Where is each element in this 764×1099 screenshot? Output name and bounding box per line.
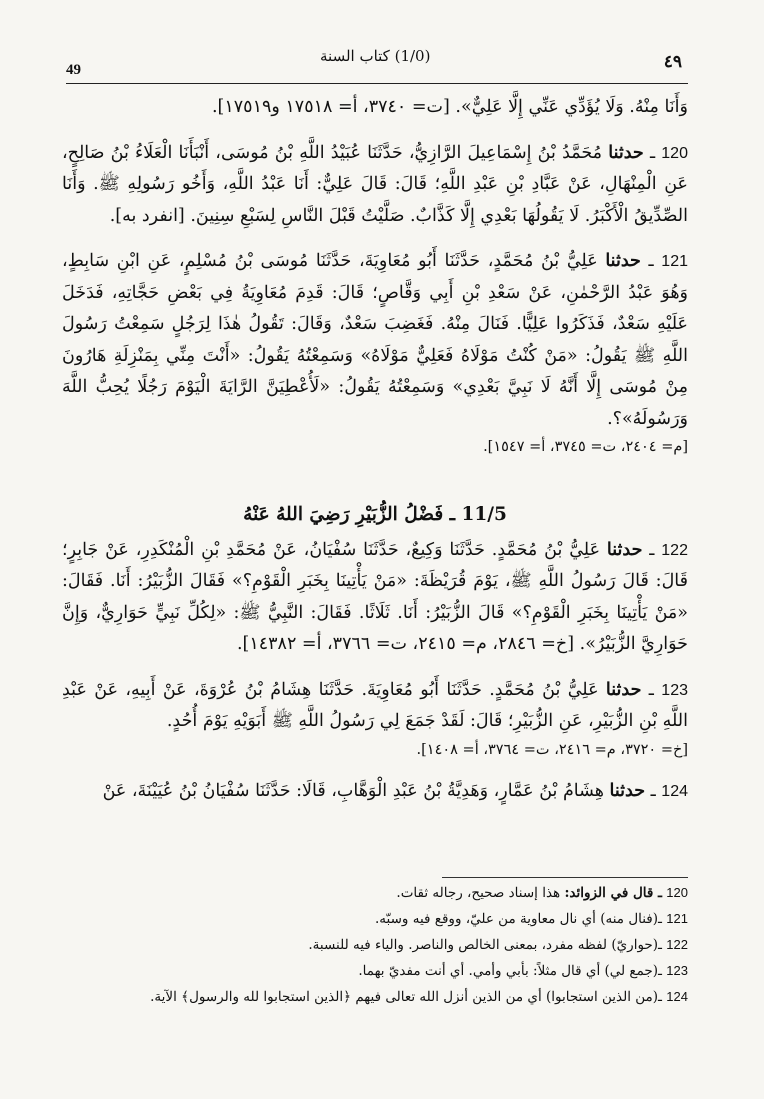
footnote-rule (442, 877, 688, 878)
hadith-number: 120 (661, 144, 688, 162)
footnotes (62, 880, 688, 1010)
hadith-text: عَلِيُّ بْنُ مُحَمَّدٍ، حَدَّثَنَا أَبُو مُعَاوِيَةَ، حَدَّثَنَا مُوسَى بْنُ مُسْلِمٍ، عَنِ ابْنِ سَابِطٍ، وَهُوَ عَبْدُ الرَّحْمٰنِ، عَنْ سَعْدِ بْنِ أَبِي وَقَّاصٍ؛ قَالَ: قَدِمَ مُعَاوِيَةُ فِي بَعْضِ حَجَّاتِهِ، فَدَخَلَ عَلَيْهِ سَعْدٌ، فَذَكَرُوا عَلِيًّا. فَنَالَ مِنْهُ. فَغَضِبَ سَعْدٌ، وَقَالَ: تَقُولُ هٰذَا لِرَجُلٍ سَمِعْتُ رَسُولَ اللَّهِ ﷺ يَقُولُ: «مَنْ كُنْتُ مَوْلَاهُ فَعَلِيٌّ مَوْلَاهُ» وَسَمِعْتُهُ يَقُولُ: «أَنْتَ مِنِّي بِمَنْزِلَةِ هَارُونَ مِنْ مُوسَى إِلَّا أَنَّهُ لَا نَبِيَّ بَعْدِي» وَسَمِعْتُهُ يَقُولُ: «لَأُعْطِيَنَّ الرَّايَةَ الْيَوْمَ رَجُلًا يُحِبُّ اللَّهَ وَرَسُولَهُ»؟. (62, 251, 688, 429)
continuation-text: وَأَنَا مِنْهُ. وَلَا يُؤَدِّي عَنِّي إِلَّا عَلِيٌّ». (455, 97, 688, 117)
hadith-lead: حدثنا (605, 251, 641, 271)
header-rule (66, 83, 688, 84)
footnote-number: 120 (666, 885, 688, 900)
hadith-lead: حدثنا (609, 780, 646, 801)
page-number-latin: 49 (66, 62, 81, 78)
hadith-text: هِشَامُ بْنُ عَمَّارٍ، وَهَدِيَّةُ بْنُ عَبْدِ الْوَهَّابِ، قَالَا: حَدَّثَنَا سُفْيَانُ بْنُ عُيَيْنَةَ، عَنْ (102, 780, 604, 801)
hadith-text: عَلِيُّ بْنُ مُحَمَّدٍ. حَدَّثَنَا أَبُو مُعَاوِيَةَ. حَدَّثَنَا هِشَامُ بْنُ عُرْوَةَ، عَنْ أَبِيهِ، عَنْ عَبْدِ اللَّهِ بْنِ الزُّبَيْرِ، عَنِ الزُّبَيْرِ؛ قَالَ: لَقَدْ جَمَعَ لِي رَسُولُ اللَّهِ ﷺ أَبَوَيْهِ يَوْمَ أُحُدٍ. (62, 679, 688, 731)
hadith-122: 122 ـ حدثنا عَلِيُّ بْنُ مُحَمَّدٍ. حَدَّثَنَا وَكِيعٌ، حَدَّثَنَا سُفْيَانُ، عَنْ مُحَمَّدِ بْنِ الْمُنْكَدِرِ، عَنْ جَابِرٍ؛ قَالَ: قَالَ رَسُولُ اللَّهِ ﷺ، يَوْمَ قُرَيْظَةَ: «مَنْ يَأْتِينَا بِخَبَرِ الْقَوْمِ؟» فَقَالَ الزُّبَيْرُ: أَنَا. فَقَالَ: «مَنْ يَأْتِينَا بِخَبَرِ الْقَوْمِ؟» قَالَ الزُّبَيْرُ: أَنَا. ثَلَاثًا. فَقَالَ: النَّبِيُّ ﷺ: «لِكُلِّ نَبِيٍّ حَوَارِيٌّ، وَإِنَّ حَوَارِيَّ الزُّبَيْرُ». [خ= ٢٨٤٦، م= ٢٤١٥، ت= ٣٧٦٦، أ= ١٤٣٨٢]. (62, 539, 688, 654)
hadith-124: 124 ـ حدثنا هِشَامُ بْنُ عَمَّارٍ، وَهَدِيَّةُ بْنُ عَبْدِ الْوَهَّابِ، قَالَا: حَدَّثَنَا سُفْيَانُ بْنُ عُيَيْنَةَ، عَنْ (102, 780, 688, 801)
continuation-paragraph (62, 92, 688, 124)
page-number-arabic: ٤٩ (663, 52, 682, 72)
hadith-123: 123 ـ حدثنا عَلِيُّ بْنُ مُحَمَّدٍ. حَدَّثَنَا أَبُو مُعَاوِيَةَ. حَدَّثَنَا هِشَامُ بْنُ عُرْوَةَ، عَنْ أَبِيهِ، عَنْ عَبْدِ اللَّهِ بْنِ الزُّبَيْرِ، عَنِ الزُّبَيْرِ؛ قَالَ: لَقَدْ جَمَعَ لِي رَسُولُ اللَّهِ ﷺ أَبَوَيْهِ يَوْمَ أُحُدٍ. [خ= ٣٧٢٠، م= ٢٤١٦، ت= ٣٧٦٤، أ= ١٤٠٨]. (62, 675, 688, 762)
hadith-text: عَلِيُّ بْنُ مُحَمَّدٍ. حَدَّثَنَا وَكِيعٌ، حَدَّثَنَا سُفْيَانُ، عَنْ مُحَمَّدِ بْنِ الْمُنْكَدِرِ، عَنْ جَابِرٍ؛ قَالَ: قَالَ رَسُولُ اللَّهِ ﷺ، يَوْمَ قُرَيْظَةَ: «مَنْ يَأْتِينَا بِخَبَرِ الْقَوْمِ؟» فَقَالَ الزُّبَيْرُ: أَنَا. فَقَالَ: «مَنْ يَأْتِينَا بِخَبَرِ الْقَوْمِ؟» قَالَ الزُّبَيْرُ: أَنَا. ثَلَاثًا. فَقَالَ: النَّبِيُّ ﷺ: «لِكُلِّ نَبِيٍّ حَوَارِيٌّ، وَإِنَّ حَوَارِيَّ الزُّبَيْرُ». (62, 539, 688, 654)
footnote-121 (62, 906, 688, 932)
footnote-number: 124 (666, 989, 688, 1004)
hadith-lead: حدثنا (606, 539, 643, 560)
takhrij: [ت= ٣٧٤٠، أ= ١٧٥١٨ و١٧٥١٩]. (211, 97, 450, 117)
hadith-number: 121 (661, 253, 688, 270)
hadith-number: 122 (661, 541, 688, 559)
footnote-number: 122 (666, 937, 688, 952)
running-title: (1/0) كتاب السنة (320, 47, 431, 65)
footnote-123 (62, 958, 688, 984)
takhrij: [خ= ٣٧٢٠، م= ٢٤١٦، ت= ٣٧٦٤، أ= ١٤٠٨]. (416, 741, 688, 758)
chapter-heading: 11/5 ـ فَضْلُ الزُّبَيْرِ رَضِيَ اللهُ عَنْهُ (243, 504, 507, 525)
footnote-text: ـ(فنال منه) أي نال معاوية من عليّ، ووقع فيه وسبّه. (375, 911, 662, 927)
footnote-lead: ـ قال في الزوائد: (564, 885, 662, 901)
hadith-number: 123 (661, 681, 688, 699)
takhrij: [انفرد به]. (109, 205, 185, 226)
hadith-text: مُحَمَّدُ بْنُ إِسْمَاعِيلَ الرَّازِيُّ، حَدَّثَنَا عُبَيْدُ اللَّهِ بْنُ مُوسَى، أَنْبَأَنَا الْعَلَاءُ بْنُ صَالِحٍ، عَنِ الْمِنْهَالِ، عَنْ عَبَّادِ بْنِ عَبْدِ اللَّهِ؛ قَالَ: قَالَ عَلِيٌّ: أَنَا عَبْدُ اللَّهِ، وَأَخُو رَسُولِهِ ﷺ. وَأَنَا الصِّدِّيقُ الْأَكْبَرُ. لَا يَقُولُهَا بَعْدِي إِلَّا كَذَّابٌ. صَلَّيْتُ قَبْلَ النَّاسِ لِسَبْعِ سِنِينَ. (62, 142, 688, 226)
hadith-number: 124 (661, 782, 688, 800)
footnote-text: ـ(حواريّ) لفظه مفرد، بمعنى الخالص والناصر. والياء فيه للنسبة. (308, 937, 662, 953)
footnote-text: ـ(من الذين استجابوا) أي من الذين أنزل الله تعالى فيهم ﴿الذين استجابوا لله والرسول﴾ الآية. (150, 989, 662, 1005)
footnote-text: هذا إسناد صحيح، رجاله ثقات. (396, 885, 561, 901)
footnote-124 (62, 984, 688, 1010)
takhrij: [م= ٢٤٠٤، ت= ٣٧٤٥، أ= ١٥٤٧]. (483, 439, 688, 455)
hadith-120: 120 ـ حدثنا مُحَمَّدُ بْنُ إِسْمَاعِيلَ الرَّازِيُّ، حَدَّثَنَا عُبَيْدُ اللَّهِ بْنُ مُوسَى، أَنْبَأَنَا الْعَلَاءُ بْنُ صَالِحٍ، عَنِ الْمِنْهَالِ، عَنْ عَبَّادِ بْنِ عَبْدِ اللَّهِ؛ قَالَ: قَالَ عَلِيٌّ: أَنَا عَبْدُ اللَّهِ، وَأَخُو رَسُولِهِ ﷺ. وَأَنَا الصِّدِّيقُ الْأَكْبَرُ. لَا يَقُولُهَا بَعْدِي إِلَّا كَذَّابٌ. صَلَّيْتُ قَبْلَ النَّاسِ لِسَبْعِ سِنِينَ. [انفرد به]. (62, 142, 688, 226)
footnote-text: ـ(جمع لي) أي قال مثلاً: بأبي وأمي. أي أنت مفديّ بهما. (358, 963, 662, 979)
takhrij: [خ= ٢٨٤٦، م= ٢٤١٥، ت= ٣٧٦٦، أ= ١٤٣٨٢]. (236, 634, 575, 654)
footnote-number: 123 (666, 963, 688, 978)
footnote-120 (62, 880, 688, 906)
footnote-122 (62, 932, 688, 958)
hadith-121: 121 ـ حدثنا عَلِيُّ بْنُ مُحَمَّدٍ، حَدَّثَنَا أَبُو مُعَاوِيَةَ، حَدَّثَنَا مُوسَى بْنُ مُسْلِمٍ، عَنِ ابْنِ سَابِطٍ، وَهُوَ عَبْدُ الرَّحْمٰنِ، عَنْ سَعْدِ بْنِ أَبِي وَقَّاصٍ؛ قَالَ: قَدِمَ مُعَاوِيَةُ فِي بَعْضِ حَجَّاتِهِ، فَدَخَلَ عَلَيْهِ سَعْدٌ، فَذَكَرُوا عَلِيًّا. فَنَالَ مِنْهُ. فَغَضِبَ سَعْدٌ، وَقَالَ: تَقُولُ هٰذَا لِرَجُلٍ سَمِعْتُ رَسُولَ اللَّهِ ﷺ يَقُولُ: «مَنْ كُنْتُ مَوْلَاهُ فَعَلِيٌّ مَوْلَاهُ» وَسَمِعْتُهُ يَقُولُ: «أَنْتَ مِنِّي بِمَنْزِلَةِ هَارُونَ مِنْ مُوسَى إِلَّا أَنَّهُ لَا نَبِيَّ بَعْدِي» وَسَمِعْتُهُ يَقُولُ: «لَأُعْطِيَنَّ الرَّايَةَ الْيَوْمَ رَجُلًا يُحِبُّ اللَّهَ وَرَسُولَهُ»؟. [م= ٢٤٠٤، ت= ٣٧٤٥، أ= ١٥٤٧]. (62, 246, 688, 459)
footnote-number: 121 (666, 911, 688, 926)
main-text (62, 92, 688, 807)
hadith-lead: حدثنا (608, 142, 644, 163)
hadith-lead: حدثنا (605, 679, 642, 700)
